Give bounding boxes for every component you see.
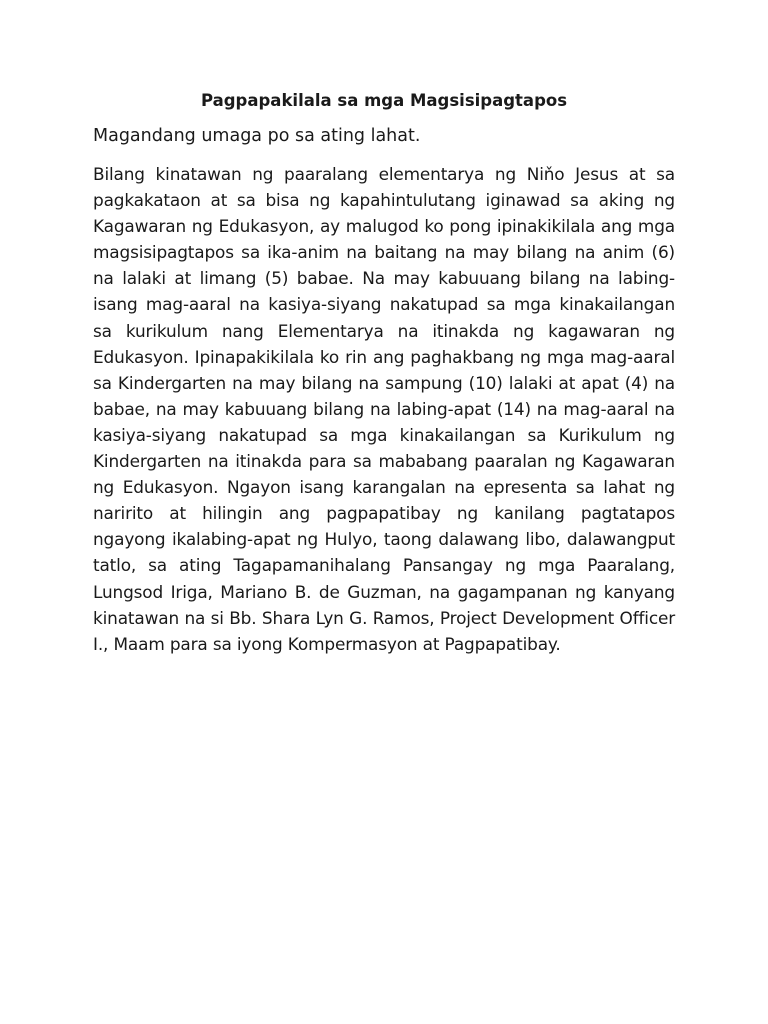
- greeting-line: Magandang umaga po sa ating lahat.: [93, 126, 421, 146]
- document-title: Pagpapakilala sa mga Magsisipagtapos: [200, 91, 568, 110]
- body-paragraph: Bilang kinatawan ng paaralang elementarya ng Niňo Jesus at sa pagkakataon at sa bisa ng kapahintulutang iginawad sa aking ng Kagawaran ng Edukasyon, ay malugod ko pong ipinakikilala ang mga magsisipagtapos sa ika-anim na baitang na may bilang na anim (6) na lalaki at limang (5) babae. Na may kabuuang bilang na labing-isang mag-aaral na kasiya-siyang nakatupad sa mga kinakailangan sa kurikulum nang Elementarya na itinakda ng kagawaran ng Edukasyon. Ipinapakikilala ko rin ang paghakbang ng mga mag-aaral sa Kindergarten na may bilang na sampung (10) lalaki at apat (4) na babae, na may kabuuang bilang na labing-apat (14) na mag-aaral na kasiya-siyang nakatupad sa mga kinakailangan sa Kurikulum ng Kindergarten na itinakda para sa mababang paaralan ng Kagawaran ng Edukasyon. Ngayon isang karangalan na epresenta sa lahat ng naririto at hilingin ang pagpapatibay ng kanilang pagtatapos ngayong ikalabing-apat ng Hulyo, taong dalawang libo, dalawangput tatlo, sa ating Tagapamanihalang Pansangay ng mga Paaralang, Lungsod Iriga, Mariano B. de Guzman, na gagampanan ng kanyang kinatawan na si Bb. Shara Lyn G. Ramos, Project Development Officer I., Maam para sa iyong Kompermasyon at Pagpapatibay.: [93, 164, 675, 654]
